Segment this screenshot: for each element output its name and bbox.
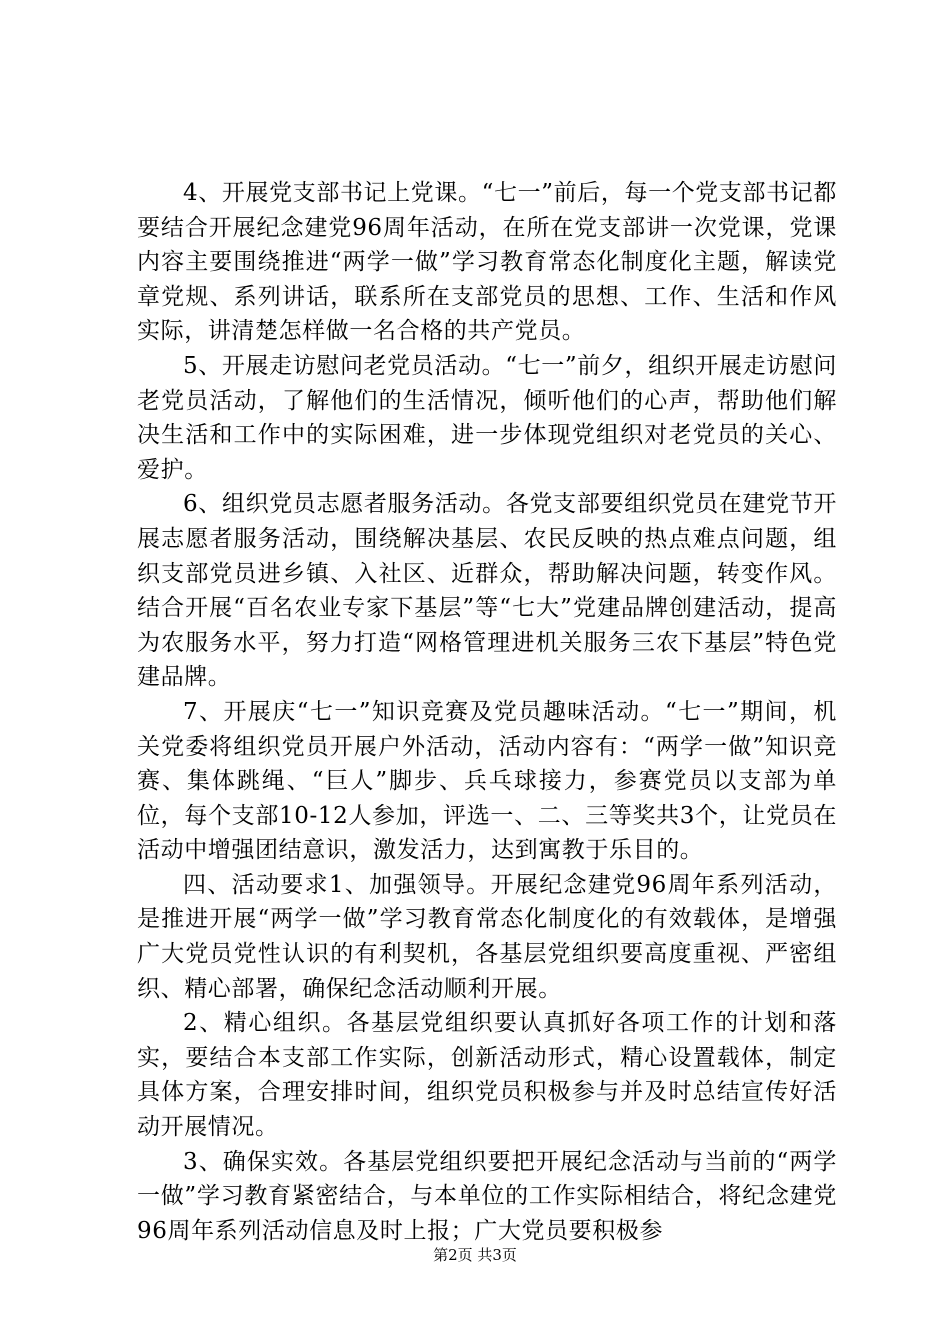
document-body — [137, 176, 837, 1248]
paragraph-item-6: 6、组织党员志愿者服务活动。各党支部要组织党员在建党节开展志愿者服务活动，围绕解决基层、农民反映的热点难点问题，组织支部党员进乡镇、入社区、近群众，帮助解决问题，转变作风。结合开展“百名农业专家下基层”等“七大”党建品牌创建活动，提高为农服务水平，努力打造“网格管理进机关服务三农下基层”特色党建品牌。 — [137, 491, 837, 691]
paragraph-section-four: 四、活动要求1、加强领导。开展纪念建党96周年系列活动，是推进开展“两学一做”学习教育常态化制度化的有效载体，是增强广大党员党性认识的有利契机，各基层党组织要高度重视、严密组织、精心部署，确保纪念活动顺利开展。 — [137, 871, 837, 1002]
paragraph-item-7: 7、开展庆“七一”知识竞赛及党员趣味活动。“七一”期间，机关党委将组织党员开展户外活动，活动内容有：“两学一做”知识竞赛、集体跳绳、“巨人”脚步、兵乓球接力，参赛党员以支部为单位，每个支部10-12人参加，评选一、二、三等奖共3个，让党员在活动中增强团结意识，激发活力，达到寓教于乐目的。 — [137, 698, 837, 864]
paragraph-requirement-3: 3、确保实效。各基层党组织要把开展纪念活动与当前的“两学一做”学习教育紧密结合，与本单位的工作实际相结合，将纪念建党96周年系列活动信息及时上报；广大党员要积极参 — [137, 1148, 837, 1244]
paragraph-item-4: 4、开展党支部书记上党课。“七一”前后，每一个党支部书记都要结合开展纪念建党96周年活动，在所在党支部讲一次党课，党课内容主要围绕推进“两学一做”学习教育常态化制度化主题，解读党章党规、系列讲话，联系所在支部党员的思想、工作、生活和作风实际，讲清楚怎样做一名合格的共产党员。 — [137, 180, 837, 345]
paragraph-requirement-2: 2、精心组织。各基层党组织要认真抓好各项工作的计划和落实，要结合本支部工作实际，创新活动形式，精心设置载体，制定具体方案，合理安排时间，组织党员积极参与并及时总结宣传好活动开展情况。 — [137, 1010, 837, 1141]
page-footer: 第2页 共3页 — [433, 1246, 517, 1264]
paragraph-item-5: 5、开展走访慰问老党员活动。“七一”前夕，组织开展走访慰问老党员活动，了解他们的生活情况，倾听他们的心声，帮助他们解决生活和工作中的实际困难，进一步体现党组织对老党员的关心、爱护。 — [137, 352, 837, 483]
